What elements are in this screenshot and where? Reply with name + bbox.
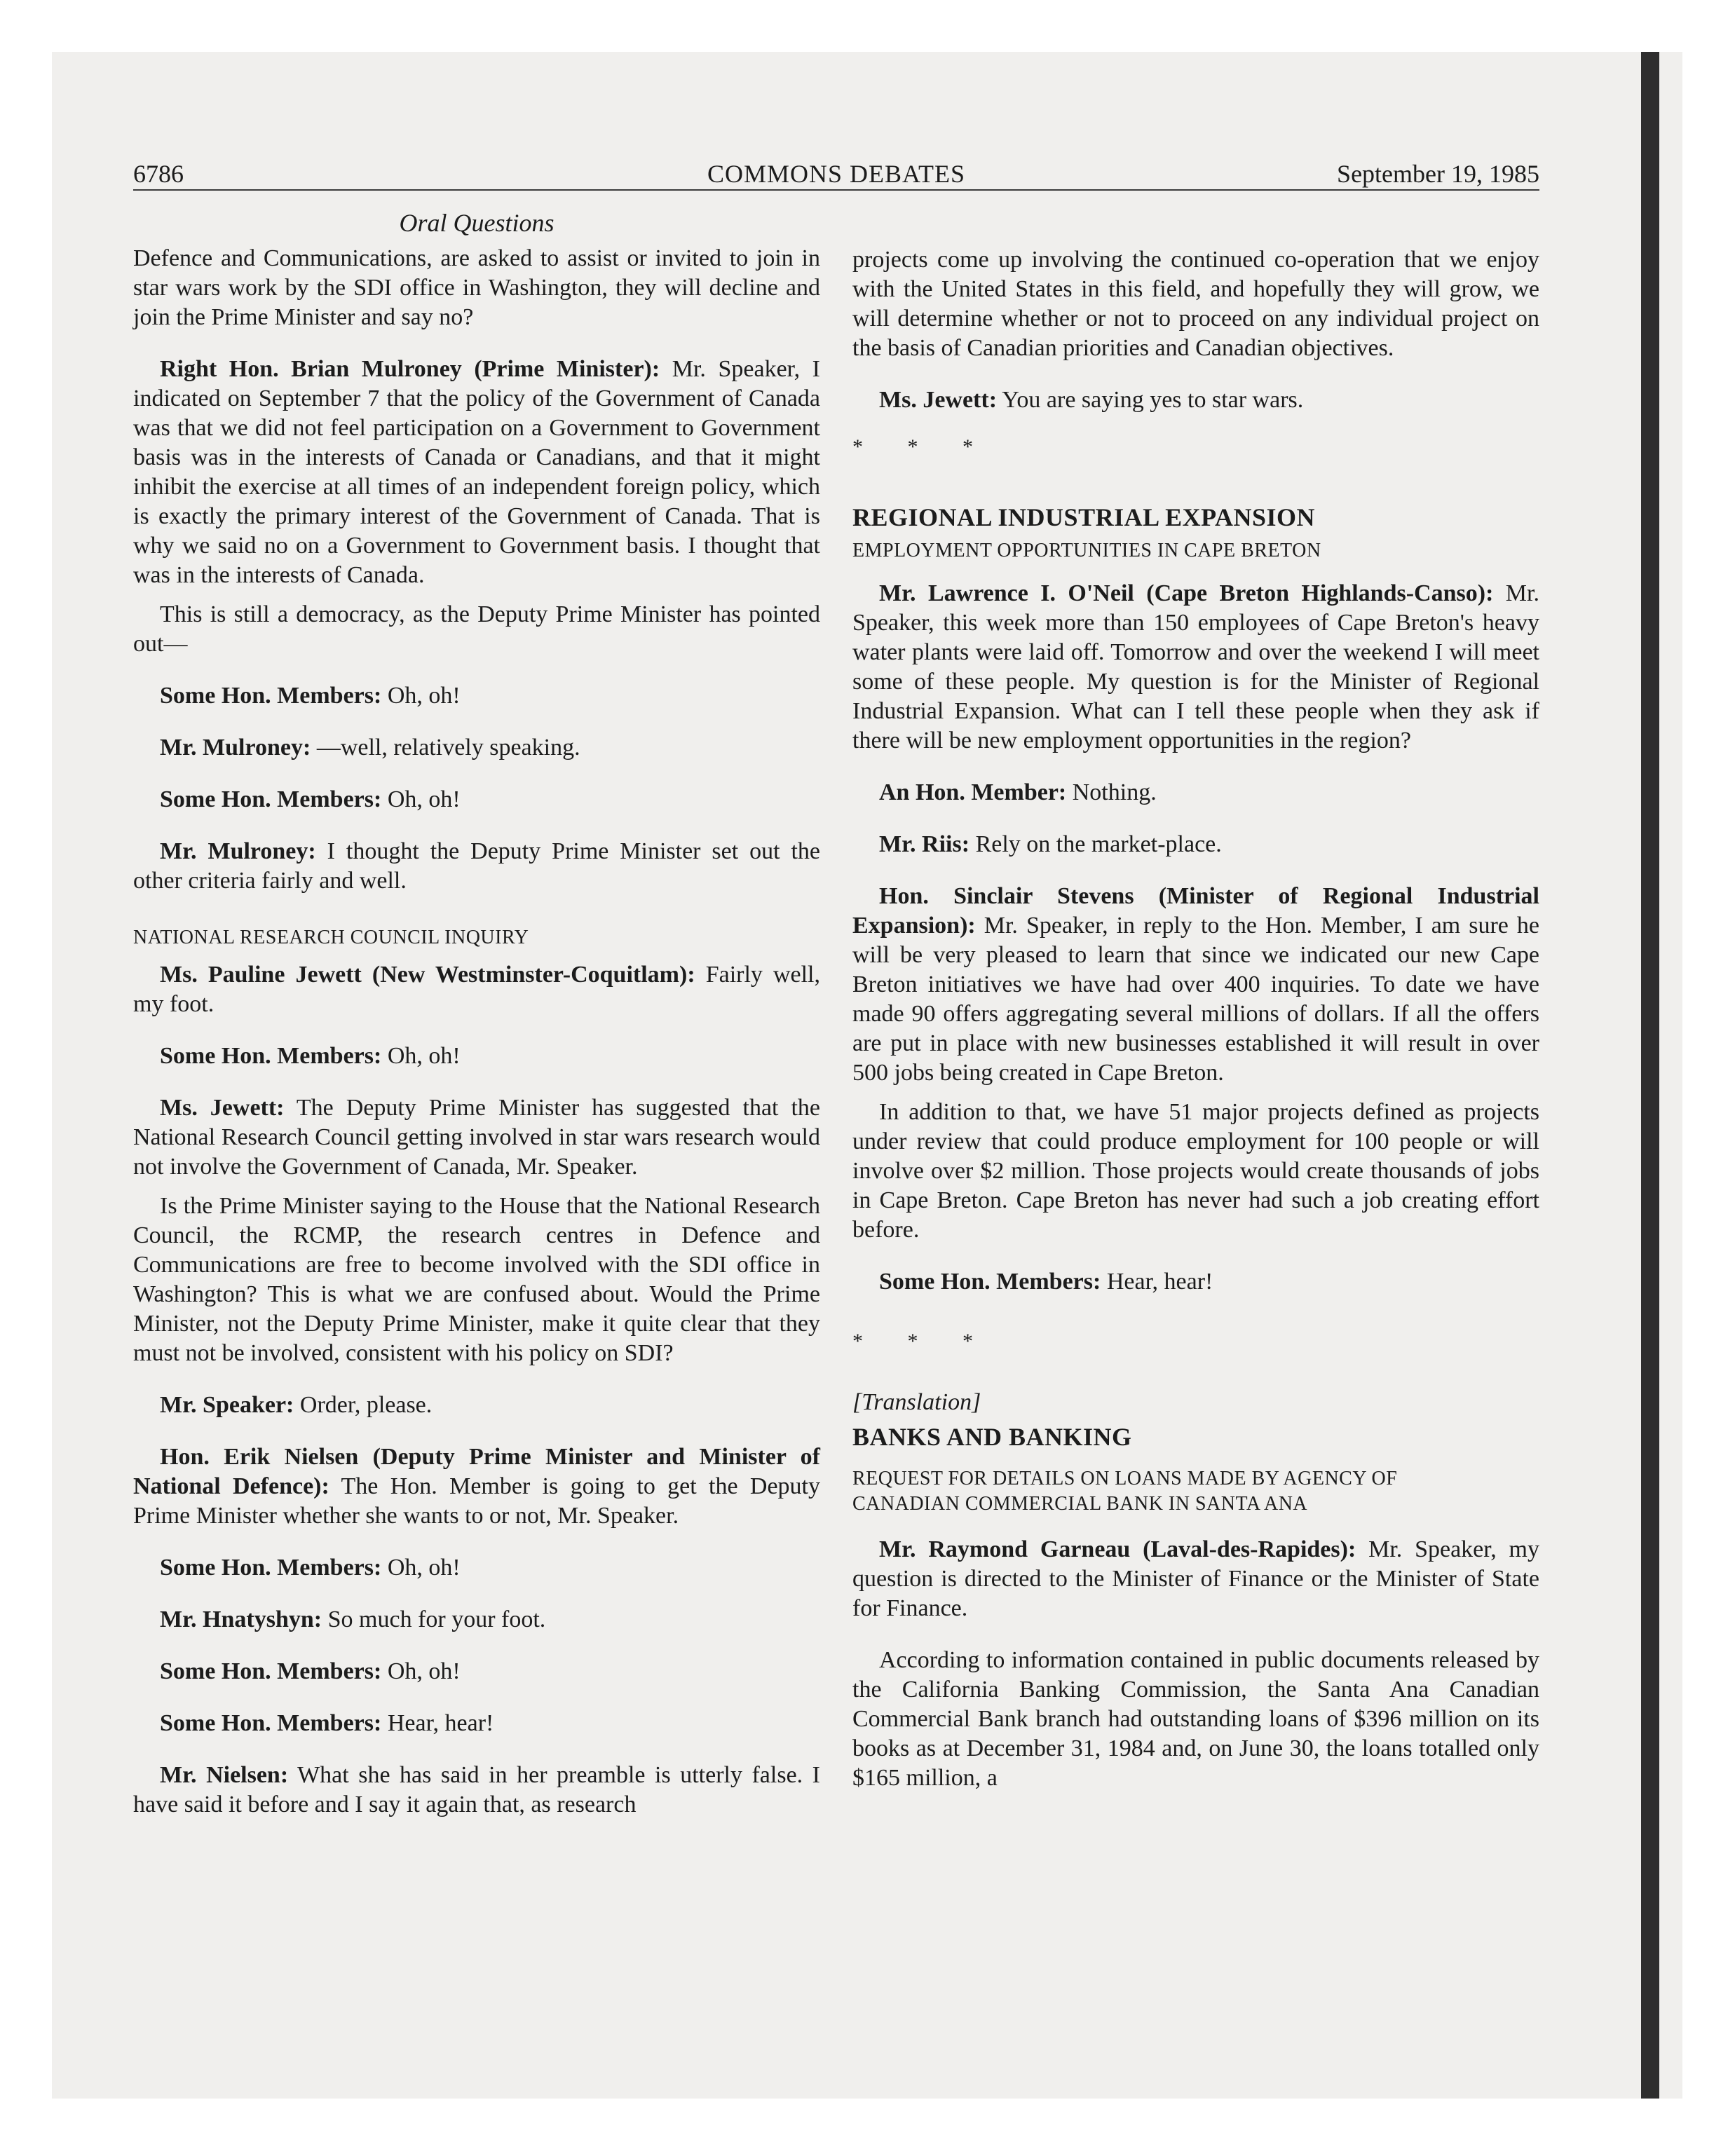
speech-text: Mr. Speaker, I indicated on September 7 that the policy of the Government of Canada was that we did not feel participation on a Government to Government basis was in the interests of Canada or Canadians, and that it might inhibit the exercise at all times of an independent foreign policy, which is exactly the primary interest of the Government of Canada. That is why we said no on a Government to Government basis. I thought that was in the interests of Canada. <box>133 356 820 588</box>
speech-text: Mr. Speaker, this week more than 150 employees of Cape Breton's heavy water plants were laid off. Tomorrow and over the weekend I will meet some of these people. My question is for the Minister of Regional Industrial Expansion. What can I tell these people when they ask if there will be new employment opportunities in the region? <box>852 580 1539 753</box>
speaker-name: Mr. Lawrence I. O'Neil (Cape Breton Highlands-Canso): <box>879 580 1494 606</box>
speech <box>852 830 1539 859</box>
speaker-name: Some Hon. Members: <box>160 1555 382 1581</box>
speech <box>852 778 1539 807</box>
speech <box>852 882 1539 1088</box>
paragraph: Is the Prime Minister saying to the House that the National Research Council, the RCMP, the research centres in Defence and Communications are free to become involved with the SDI office in Washington? This is what we are confused about. Would the Prime Minister, not the Deputy Prime Minister, make it quite clear that they must not be involved, consistent with his policy on SDI? <box>133 1193 820 1366</box>
paragraph: According to information contained in public documents released by the California Banking Commission, the Santa Ana Canadian Commercial Bank branch had outstanding loans of $396 million on its books as at December 31, 1984 and, on June 30, the loans totalled only $165 million, a <box>852 1647 1539 1791</box>
speech <box>133 733 820 763</box>
page-number: 6786 <box>133 160 184 188</box>
section-divider: * * * <box>852 1330 993 1353</box>
speech-text: Oh, oh! <box>381 1043 461 1069</box>
speaker-name: An Hon. Member: <box>879 779 1067 805</box>
publication-date: September 19, 1985 <box>1337 160 1539 188</box>
subheading-line: REQUEST FOR DETAILS ON LOANS MADE BY AGENCY OF <box>852 1468 1398 1489</box>
speech-text: —well, relatively speaking. <box>311 735 580 760</box>
speech-text: Nothing. <box>1066 779 1157 805</box>
speaker-name: Mr. Riis: <box>879 831 970 857</box>
subheading: EMPLOYMENT OPPORTUNITIES IN CAPE BRETON <box>852 540 1321 561</box>
binding-edge <box>1641 52 1659 2099</box>
speaker-name: Mr. Nielsen: <box>160 1762 289 1788</box>
speech <box>133 960 820 1019</box>
speaker-name: Some Hon. Members: <box>160 1658 382 1684</box>
speaker-name: Mr. Mulroney: <box>160 838 316 864</box>
speech <box>133 1709 820 1738</box>
speech <box>133 1093 820 1182</box>
speaker-name: Mr. Hnatyshyn: <box>160 1606 322 1632</box>
section-heading: BANKS AND BANKING <box>852 1423 1132 1451</box>
left-column <box>133 207 820 1820</box>
speech <box>133 837 820 896</box>
speech-text: I thought the Deputy Prime Minister set out the other criteria fairly and well. <box>133 838 820 894</box>
speech-text: Oh, oh! <box>381 1658 461 1684</box>
speech-text: Fairly well, my foot. <box>133 962 820 1017</box>
speech-text: The Hon. Member is going to get the Deputy Prime Minister whether she wants to or not, Mr. Speaker. <box>133 1473 820 1529</box>
speech-text: The Deputy Prime Minister has suggested that the National Research Council getting involved in star wars research would not involve the Government of Canada, Mr. Speaker. <box>133 1095 820 1180</box>
translation-note: [Translation] <box>852 1389 981 1415</box>
section-divider: * * * <box>852 435 993 458</box>
paragraph: Defence and Communications, are asked to assist or invited to join in star wars work by the SDI office in Washington, they will decline and join the Prime Minister and say no? <box>133 245 820 330</box>
speech-text: Mr. Speaker, my question is directed to the Minister of Finance or the Minister of State for Finance. <box>852 1536 1539 1621</box>
speaker-name: Ms. Pauline Jewett (New Westminster-Coquitlam): <box>160 962 695 988</box>
speech <box>133 1442 820 1531</box>
speech <box>852 1267 1539 1297</box>
speaker-name: Hon. Erik Nielsen (Deputy Prime Minister and Minister of National Defence): <box>133 1444 820 1499</box>
speech <box>133 1042 820 1071</box>
speech-text: So much for your foot. <box>322 1606 546 1632</box>
speech <box>133 1391 820 1420</box>
speaker-name: Some Hon. Members: <box>160 683 382 709</box>
speech <box>852 386 1539 415</box>
speech-text: Mr. Speaker, in reply to the Hon. Member, I am sure he will be very pleased to learn that since we indicated our new Cape Breton initiatives we have had over 400 inquiries. To date we have made 90 offers aggregating several millions of dollars. If all the offers are put in place with new businesses established it will result in over 500 jobs being created in Cape Breton. <box>852 913 1539 1086</box>
speech <box>133 1605 820 1635</box>
speech-text: Hear, hear! <box>1101 1269 1213 1295</box>
speaker-name: Hon. Sinclair Stevens (Minister of Regional Industrial Expansion): <box>852 883 1539 939</box>
subheading <box>852 1466 1539 1517</box>
speech <box>133 785 820 814</box>
speech-text: Rely on the market-place. <box>969 831 1222 857</box>
subheading: NATIONAL RESEARCH COUNCIL INQUIRY <box>133 927 529 948</box>
paragraph: This is still a democracy, as the Deputy Prime Minister has pointed out— <box>133 601 820 657</box>
publication-title: COMMONS DEBATES <box>707 160 966 188</box>
speech-text: Oh, oh! <box>381 786 461 812</box>
speech-text: Order, please. <box>294 1392 433 1418</box>
speech-text: Oh, oh! <box>381 683 461 709</box>
speaker-name: Mr. Speaker: <box>160 1392 294 1418</box>
subheading-line: CANADIAN COMMERCIAL BANK IN SANTA ANA <box>852 1493 1308 1515</box>
speaker-name: Right Hon. Brian Mulroney (Prime Minister): <box>160 356 660 382</box>
speech-text: Oh, oh! <box>381 1555 461 1581</box>
speech <box>133 355 820 590</box>
speech <box>852 579 1539 756</box>
speaker-name: Mr. Raymond Garneau (Laval-des-Rapides): <box>879 1536 1356 1562</box>
speech <box>133 1761 820 1820</box>
paragraph: In addition to that, we have 51 major projects defined as projects under review that could produce employment for 100 people or will involve over $2 million. Those projects would create thousands of jobs in Cape Breton. Cape Breton has never had such a job creating effort before. <box>852 1099 1539 1243</box>
running-header <box>133 158 1539 191</box>
speaker-name: Ms. Jewett: <box>879 387 998 413</box>
speaker-name: Some Hon. Members: <box>879 1269 1101 1295</box>
speaker-name: Some Hon. Members: <box>160 1043 382 1069</box>
speech <box>133 1657 820 1686</box>
speaker-name: Some Hon. Members: <box>160 786 382 812</box>
speech-text: You are saying yes to star wars. <box>997 387 1304 413</box>
speech-text: Hear, hear! <box>381 1710 494 1736</box>
speaker-name: Mr. Mulroney: <box>160 735 311 760</box>
section-heading: REGIONAL INDUSTRIAL EXPANSION <box>852 503 1315 531</box>
speech <box>133 681 820 711</box>
right-column <box>852 245 1539 1793</box>
section-label: Oral Questions <box>399 209 554 237</box>
speech-text: What she has said in her preamble is utterly false. I have said it before and I say it again that, as research <box>133 1762 820 1817</box>
paragraph: projects come up involving the continued co-operation that we enjoy with the United States in this field, and hopefully they will grow, we will determine whether or not to proceed on any individual project on the basis of Canadian priorities and Canadian objectives. <box>852 247 1539 361</box>
speaker-name: Ms. Jewett: <box>160 1095 285 1121</box>
speech <box>852 1535 1539 1623</box>
speaker-name: Some Hon. Members: <box>160 1710 382 1736</box>
speech <box>133 1553 820 1583</box>
